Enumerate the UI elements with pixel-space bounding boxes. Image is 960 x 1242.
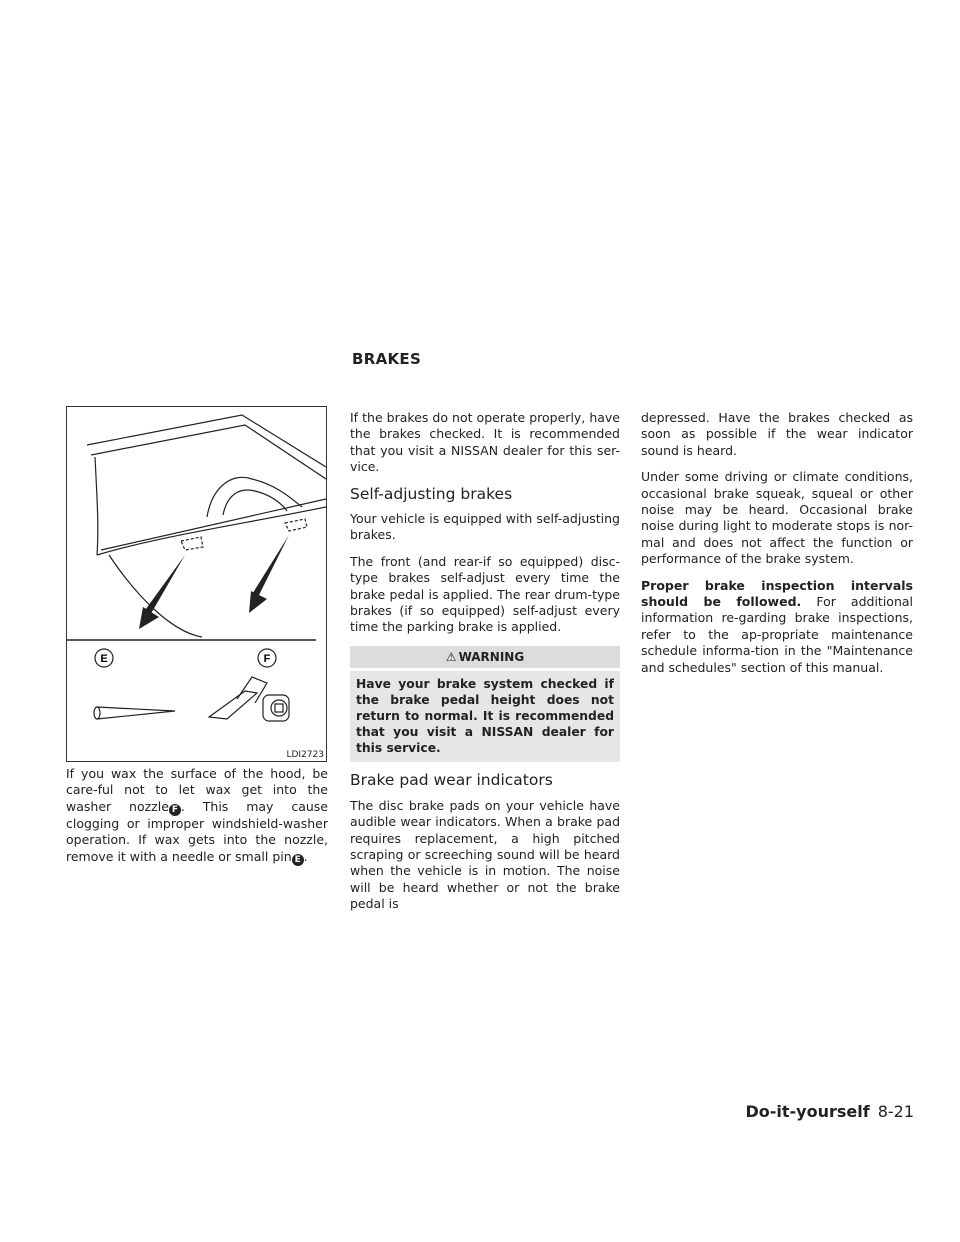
chapter-name: Do-it-yourself <box>745 1102 870 1121</box>
page-number: 8-21 <box>877 1102 914 1121</box>
warning-triangle-icon: ⚠ <box>445 649 457 664</box>
hood-illustration <box>67 407 326 761</box>
heading-brake-pad: Brake pad wear indicators <box>350 771 553 790</box>
paragraph: The disc brake pads on your vehicle have audible wear indicators. When a brake pad requires replacement, a high pitched scraping or screeching sound will be heard when the vehicle is in motion. The noise will be heard whether or not the brake pedal is <box>350 797 620 912</box>
column-3 <box>641 410 913 686</box>
page-footer <box>745 1102 914 1121</box>
callout-f-icon: F <box>169 804 181 816</box>
column-2 <box>350 410 620 923</box>
label-e: E <box>100 653 108 665</box>
figure-code: LDI2723 <box>286 750 324 760</box>
warning-header: ⚠ WARNING <box>350 646 620 668</box>
warning-box <box>350 646 620 762</box>
warning-body: Have your brake system checked if the brake pedal height does not return to normal. It is recommended that you visit a NISSAN dealer for this service. <box>350 671 620 762</box>
paragraph: If the brakes do not operate properly, have the brakes checked. It is recommended that you visit a NISSAN dealer for this ser-vice. <box>350 410 620 475</box>
paragraph: The front (and rear-if so equipped) disc-type brakes self-adjust every time the brake pedal is applied. The rear drum-type brakes (if so equipped) self-adjust every time the parking brake is applied. <box>350 553 620 635</box>
wax-paragraph: If you wax the surface of the hood, be care-ful not to let wax get into the washer nozzle F . This may cause clogging or improper windshield-washer operation. If wax gets into the nozzle, remove it with a needle or small pin E . <box>66 766 328 865</box>
heading-self-adjusting: Self-adjusting brakes <box>350 484 513 503</box>
label-f: F <box>263 653 271 665</box>
paragraph: Your vehicle is equipped with self-adjusting brakes. <box>350 511 620 543</box>
column-1 <box>66 766 328 876</box>
paragraph: depressed. Have the brakes checked as soon as possible if the wear indicator sound is heard. <box>641 410 913 458</box>
washer-nozzle-figure <box>66 406 327 762</box>
section-title: BRAKES <box>352 350 422 368</box>
paragraph: Proper brake inspection intervals should be followed. For additional information re-garding brake inspections, refer to the ap-propriate maintenance schedule informa-tion in the "Maintenance and schedules" section of this manual. <box>641 577 913 675</box>
callout-e-icon: E <box>292 854 304 866</box>
paragraph: Under some driving or climate conditions, occasional brake squeak, squeal or other noise may be heard. Occasional brake noise during light to moderate stops is nor-mal and does not affect the function or performance of the brake system. <box>641 469 913 567</box>
